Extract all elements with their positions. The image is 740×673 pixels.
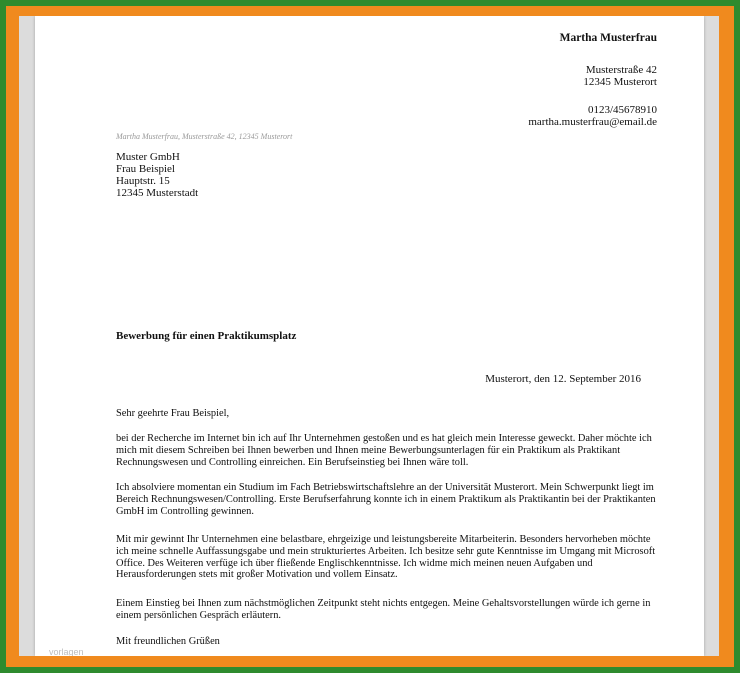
sender-phone: 0123/45678910 xyxy=(587,104,657,116)
sender-street: Musterstraße 42 xyxy=(585,64,657,76)
sender-name: Martha Musterfrau xyxy=(559,32,657,44)
watermark-text: vorlagen xyxy=(49,647,84,656)
letter-date: Musterort, den 12. September 2016 xyxy=(485,373,641,385)
recipient-city: 12345 Musterstadt xyxy=(116,187,199,199)
salutation: Sehr geehrte Frau Beispiel, xyxy=(116,408,230,419)
sender-address-block xyxy=(528,32,657,128)
recipient-company: Muster GmbH xyxy=(116,151,180,163)
recipient-address-block xyxy=(116,151,198,199)
body-paragraph: bei der Recherche im Internet bin ich auf Ihr Unternehmen gestoßen und es hat gleich mein Interesse geweckt. Daher möchte ich mich mit diesem Schreiben bei Ihnen bewerben und Ihnen meine Bewerbungsunterlagen für ein Praktikum als Praktikant Rechnungswesen und Controlling einreichen. Ein Berufseinstieg bei Ihnen wäre toll. xyxy=(116,433,652,468)
recipient-street: Hauptstr. 15 xyxy=(116,175,170,187)
body-paragraph: Ich absolviere momentan ein Studium im Fach Betriebswirtschaftslehre an der Universität Musterort. Mein Schwerpunkt liegt im Bereich Rechnungswesen/Controlling. Erste Berufserfahrung konnte ich in einem Praktikum als Praktikantin bei der Praktikanten GmbH im Controlling gewinnen. xyxy=(116,482,656,517)
letter-page xyxy=(35,16,704,656)
closing-line: Mit freundlichen Grüßen xyxy=(116,636,220,647)
letter-subject: Bewerbung für einen Praktikumsplatz xyxy=(116,330,297,342)
document-viewer[interactable] xyxy=(19,16,719,656)
sender-city: 12345 Musterort xyxy=(583,76,657,88)
body-paragraph: Mit mir gewinnt Ihr Unternehmen eine belastbare, ehrgeizige und leistungsbereite Mitarbeiterin. Besonders hervorheben möchte ich meine schnelle Auffassungsgabe und mein strukturiertes Arbeiten. Ich besitze sehr gute Kenntnisse im Umgang mit Microsoft Office. Des Weiteren verfüge ich über fließende Englischkenntnisse. Ich widme mich meinen neuen Aufgaben und Herausforderungen stets mit großer Motivation und vollem Einsatz. xyxy=(116,534,656,581)
sender-email: martha.musterfrau@email.de xyxy=(528,116,657,128)
return-address-line: Martha Musterfrau, Musterstraße 42, 12345 Musterort xyxy=(116,132,293,141)
recipient-person: Frau Beispiel xyxy=(116,163,175,175)
body-paragraph: Einem Einstieg bei Ihnen zum nächstmöglichen Zeitpunkt steht nichts entgegen. Meine Gehaltsvorstellungen würde ich gerne in einem persönlichen Gespräch erläutern. xyxy=(116,598,651,621)
